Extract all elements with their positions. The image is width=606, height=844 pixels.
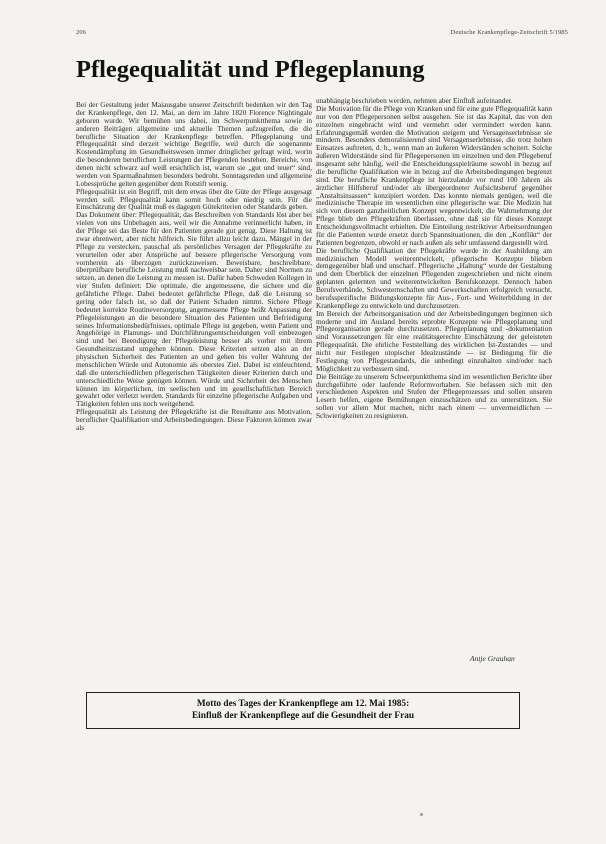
text-column-left [76, 101, 312, 646]
print-speck [420, 813, 423, 816]
motto-line-2: Einfluß der Krankenpflege auf die Gesundheit der Frau [191, 711, 415, 721]
article-title: Pflegequalität und Pflegeplanung [76, 56, 425, 83]
author-signature: Antje Grauhan [470, 654, 515, 663]
paragraph: Die Motivation für die Pflege von Kranken und für eine gute Pflegequalität kann nur von den Pflegepersonen selbst ausgehen. Sie ist das Kapital, das von den einzelnen eingebracht wird und vermehrt oder vermindert werden kann. Erfahrungsgemäß werden die Motivation steigern und Versagenserlebnisse sie mindern. Besonders demoralisierend sind Versagenserlebnisse, die trotz hohen Einsatzes auftreten, d. h., wenn man an äußeren Widerständen scheitert. Solche äußeren Widerstände sind für Pflegepersonen im einzelnen und den Pflegeberuf insgesamt sehr häufig, weil die Entscheidungsspielräume sowohl in bezug auf die berufliche Qualifikation wie in bezug auf die Arbeitsbedingungen begrenzt sind. Die berufliche Krankenpflege ist hierzulande vor rund 100 Jahren als ärztlicher Hilfsberuf und/oder als übergeordneter Aufsichtsberuf gegenüber „Anstaltsinsassen“ konzipiert worden. Das konnte niemals genügen, weil die medizinische Therapie im wesentlichen eine pflegerische war. Die Medizin hat sich von diesem ganzheitlichen Konzept wegentwickelt, die Wahrnehmung der Pflege blieb den Pflegekräften überlassen, ohne daß sie für dieses Konzept Entscheidungsvollmacht erhielten. Die Einteilung restriktiver Arbeitsordnungen für die Patienten wurde ersetzt durch Spannsituationen, die den „Konflikt“ der Patienten begrenzen, obwohl er nach außen als sehr umfassend dargestellt wird. [316, 103, 552, 247]
page-header [76, 25, 568, 39]
paragraph: Im Bereich der Arbeitsorganisation und der Arbeitsbedingungen beginnen sich moderne und im Ausland bereits erprobte Konzepte wie Pflegeplanung und Pflegeorganisation gerade durchzusetzen. Pflegeplanung und -dokumentation sind Voraussetzungen für eine realitätsgerechte Einschätzung der geleisteten Pflegequalität. Die ehrliche Feststellung des wirklichen Ist-Zustandes — und nicht nur Festlegen utopischer Idealzustände — ist Bedingung für die Festlegung von Pflegestandards, die unbedingt einzuhalten sind/oder nach Möglichkeit zu verbessern sind. [316, 308, 552, 373]
paragraph: unabhängig beschrieben werden, nehmen aber Einfluß aufeinander. [316, 97, 513, 105]
motto-box [86, 692, 520, 729]
paragraph: Pflegequalität als Leistung der Pflegekräfte ist die Resultante aus Motivation, beruflicher Qualifikation und Arbeitsbedingungen. Diese Faktoren können zwar als [76, 407, 312, 432]
paragraph: Die berufliche Qualifikation der Pflegekräfte wurde in der Ausbildung am medizinischen Modell weiterentwickelt, pflegerische Konzepte blieben demgegenüber blaß und unscharf. Pflegerische „Haltung“ wurde der Gestaltung und dem Überblick der einzelnen Pflegenden zugeschrieben und nicht einem geplanten gelernten und weiterentwickelten Berufskonzept. Dennoch haben Berufsverbände, Schwesternschaften und Gewerkschaften erfolgreich versucht, berufsspezifische Bildungskonzepte für Aus-, Fort- und Weiterbildung in der Krankenpflege zu entwickeln und durchzusetzen. [316, 245, 552, 310]
paragraph: Das Dokument über: Pflegequalität, das Beschreiben von Standards löst aber bei vielen von uns Unbehagen aus, weil wir die Annahme verinnerlicht haben, in der Pflege sei das Beste für den Patienten gerade gut genug. Diese Haltung ist zwar ehrenwert, aber nicht hilfreich. Sie führt allzu leicht dazu, Mängel in der Pflege zu verstecken, pauschal als persönliches Versagen der Pflegekräfte zu verurteilen oder aber Ansprüche auf bessere pflegerische Versorgung vom vornherein als überzogen zurückzuweisen. Beweisbare, beschreibbare, überprüfbare berufliche Leistung muß nachweisbar sein. Daher sind Normen zu setzen, an denen die Leistung zu messen ist. Dafür haben Schweden Kollegen in vier Stufen definiert: Die optimale, die angemessene, die sichere und die gefährliche Pflege. Dabei bedeutet gefährliche Pflege, daß die Leistung so gering oder falsch ist, so daß der Patient Schaden nimmt. Sichere Pflege bedeutet korrekte Routineversorgung, angemessene Pflege heißt Anpassung der Pflegeleistungen an die besondere Situation des Patienten und Befriedigung seines Informationsbedürfnisses, optimale Pflege ist gegeben, wenn Patient und Angehörige in Planungs- und Durchführungsentscheidungen voll einbezogen sind und bei Beendigung der Pflegeleistung besser als vorher mit ihrem Gesundheitszustand umgehen können. Diese Kriterien setzen also an der physischen Sicherheit des Patienten an und gehen bis voller Wahrung der menschlichen Würde und Autonomie als oberstes Ziel. Dabei ist einleuchtend, daß die unterschiedlichen pflegerischen Tätigkeiten dieser Kriterien durch und unterschiedliche Weise genügen können. Würde und Sicherheit des Menschen können im körperlichen, im seelischen und im gesellschaftlichen Bereich gewahrt oder verletzt werden. Standards für einzelne pflegerische Aufgaben und Tätigkeiten fehlen uns noch weitgehend. [76, 210, 312, 409]
text-column-right [316, 97, 552, 649]
page-number: 206 [76, 29, 87, 36]
paragraph: Die Beiträge zu unserem Schwerpunktthema sind im wesentlichen Berichte über durchgeführte oder laufende Reformvorhaben. Sie befassen sich mit den verschiedenen Aspekten und Stufen der Pflegeprozesses und sollen unseren Lesern helfen, eigene Bemühungen einzuschätzen und zu unterstützen. Sie sollen vor allem Mut machen, nicht nach einem — unvermeidlichen — Schwierigkeiten zu resignieren. [316, 371, 552, 420]
motto-line-1: Motto des Tages der Krankenpflege am 12. Mai 1985: [196, 699, 410, 709]
paragraph: Pflegequalität ist ein Begriff, mit dem etwas über die Güte der Pflege ausgesagt werden soll. Pflegequalität kann somit hoch oder niedrig sein. Für die Einschätzung der Qualität muß es dagegen Gütekriterien oder Standards geben. [76, 186, 312, 212]
paragraph: Bei der Gestaltung jeder Maiausgabe unserer Zeitschrift bedenken wir den Tag der Krankenpflege, den 12. Mai, an dem im Jahre 1820 Florence Nightingale geboren wurde. Wir bemühen uns dabei, im Schwerpunktthema sowie in anderen Beiträgen allgemeine und aktuelle Themen aufzugreifen, die die berufliche Situation der Krankenpflege betreffen. Pflegeplanung und Pflegequalität sind derzeit wichtige Begriffe, weil durch die sogenannte Kostendämpfung im Gesundheitswesen immer dringlicher gefragt wird, worin die besonderen beruflichen Leistungen der Pflegenden bestehen. Bereiche, von denen nicht schwarz auf weiß ersichtlich ist, warum sie „gut und teuer“ sind, werden von Sparmaßnahmen besonders bedroht. Sonntagsreden und allgemeine Lobessprüche gelten gegenüber dem Rotstift wenig. [76, 101, 312, 188]
journal-reference: Deutsche Krankenpflege-Zeitschrift 5/1985 [450, 29, 568, 36]
